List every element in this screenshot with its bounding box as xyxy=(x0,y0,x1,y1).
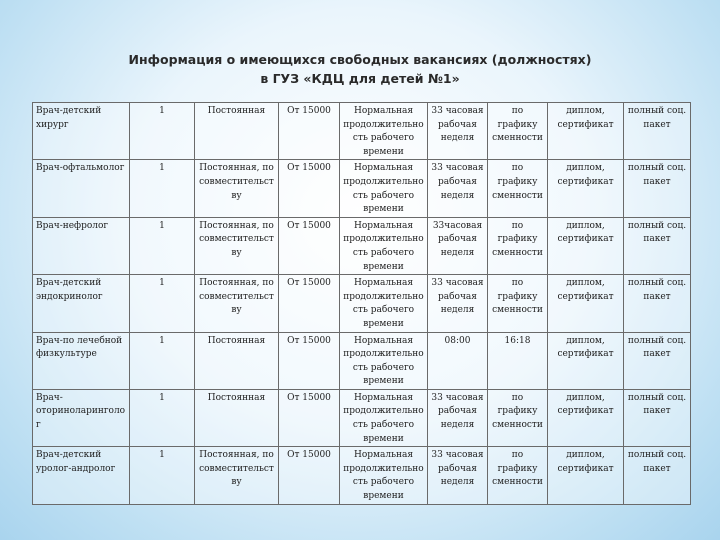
cell-salary: От 15000 xyxy=(279,332,340,389)
cell-work-week: 33 часовая рабочая неделя xyxy=(428,275,488,332)
cell-requirements: диплом, сертификат xyxy=(548,217,624,274)
cell-work-time-mode: Нормальная продолжительность рабочего времени xyxy=(340,389,428,446)
cell-social-package: полный соц. пакет xyxy=(624,217,691,274)
cell-schedule: по графику сменности xyxy=(488,217,548,274)
cell-position: Врач-по лечебной физкультуре xyxy=(33,332,130,389)
cell-work-time-mode: Нормальная продолжительность рабочего времени xyxy=(340,103,428,160)
cell-work-week: 33 часовая рабочая неделя xyxy=(428,447,488,505)
title-line-2: в ГУЗ «КДЦ для детей №1» xyxy=(260,71,460,86)
cell-social-package: полный соц. пакет xyxy=(624,332,691,389)
table-row xyxy=(33,389,691,446)
cell-work-time-mode: Нормальная продолжительность рабочего времени xyxy=(340,217,428,274)
cell-salary: От 15000 xyxy=(279,103,340,160)
cell-social-package: полный соц. пакет xyxy=(624,389,691,446)
table-row xyxy=(33,160,691,217)
cell-requirements: диплом, сертификат xyxy=(548,389,624,446)
cell-work-time-mode: Нормальная продолжительность рабочего времени xyxy=(340,160,428,217)
cell-requirements: диплом, сертификат xyxy=(548,275,624,332)
cell-position: Врач-детский хирург xyxy=(33,103,130,160)
cell-schedule: по графику сменности xyxy=(488,275,548,332)
cell-count: 1 xyxy=(130,275,195,332)
cell-requirements: диплом, сертификат xyxy=(548,160,624,217)
cell-count: 1 xyxy=(130,389,195,446)
cell-social-package: полный соц. пакет xyxy=(624,275,691,332)
cell-salary: От 15000 xyxy=(279,447,340,505)
cell-schedule: по графику сменности xyxy=(488,447,548,505)
cell-work-week: 33часовая рабочая неделя xyxy=(428,217,488,274)
cell-requirements: диплом, сертификат xyxy=(548,447,624,505)
cell-work-time-mode: Нормальная продолжительность рабочего времени xyxy=(340,447,428,505)
cell-salary: От 15000 xyxy=(279,389,340,446)
document-title xyxy=(0,50,720,88)
cell-social-package: полный соц. пакет xyxy=(624,103,691,160)
cell-salary: От 15000 xyxy=(279,217,340,274)
cell-count: 1 xyxy=(130,103,195,160)
cell-social-package: полный соц. пакет xyxy=(624,160,691,217)
cell-employment-type: Постоянная, по совместительству xyxy=(195,217,279,274)
cell-work-week: 33 часовая рабочая неделя xyxy=(428,160,488,217)
cell-position: Врач-детский уролог-андролог xyxy=(33,447,130,505)
cell-schedule: по графику сменности xyxy=(488,160,548,217)
cell-count: 1 xyxy=(130,447,195,505)
cell-work-time-mode: Нормальная продолжительность рабочего времени xyxy=(340,275,428,332)
cell-schedule: по графику сменности xyxy=(488,389,548,446)
table-row xyxy=(33,217,691,274)
cell-employment-type: Постоянная xyxy=(195,389,279,446)
cell-schedule: по графику сменности xyxy=(488,103,548,160)
cell-count: 1 xyxy=(130,160,195,217)
table-row xyxy=(33,447,691,505)
cell-schedule: 16:18 xyxy=(488,332,548,389)
cell-position: Врач-нефролог xyxy=(33,217,130,274)
title-line-1: Информация о имеющихся свободных вакансиях (должностях) xyxy=(128,52,592,67)
cell-work-time-mode: Нормальная продолжительность рабочего времени xyxy=(340,332,428,389)
cell-employment-type: Постоянная, по совместительству xyxy=(195,275,279,332)
cell-salary: От 15000 xyxy=(279,275,340,332)
cell-social-package: полный соц. пакет xyxy=(624,447,691,505)
cell-employment-type: Постоянная xyxy=(195,332,279,389)
cell-position: Врач-детский эндокринолог xyxy=(33,275,130,332)
cell-work-week: 08:00 xyxy=(428,332,488,389)
cell-work-week: 33 часовая рабочая неделя xyxy=(428,103,488,160)
cell-requirements: диплом, сертификат xyxy=(548,103,624,160)
cell-requirements: диплом, сертификат xyxy=(548,332,624,389)
table-row xyxy=(33,103,691,160)
vacancies-table xyxy=(32,102,691,505)
cell-employment-type: Постоянная xyxy=(195,103,279,160)
cell-work-week: 33 часовая рабочая неделя xyxy=(428,389,488,446)
cell-employment-type: Постоянная, по совместительству xyxy=(195,160,279,217)
cell-count: 1 xyxy=(130,217,195,274)
cell-employment-type: Постоянная, по совместительству xyxy=(195,447,279,505)
table-row xyxy=(33,332,691,389)
cell-position: Врач-оториноларинголог xyxy=(33,389,130,446)
cell-position: Врач-офтальмолог xyxy=(33,160,130,217)
cell-salary: От 15000 xyxy=(279,160,340,217)
table-row xyxy=(33,275,691,332)
cell-count: 1 xyxy=(130,332,195,389)
